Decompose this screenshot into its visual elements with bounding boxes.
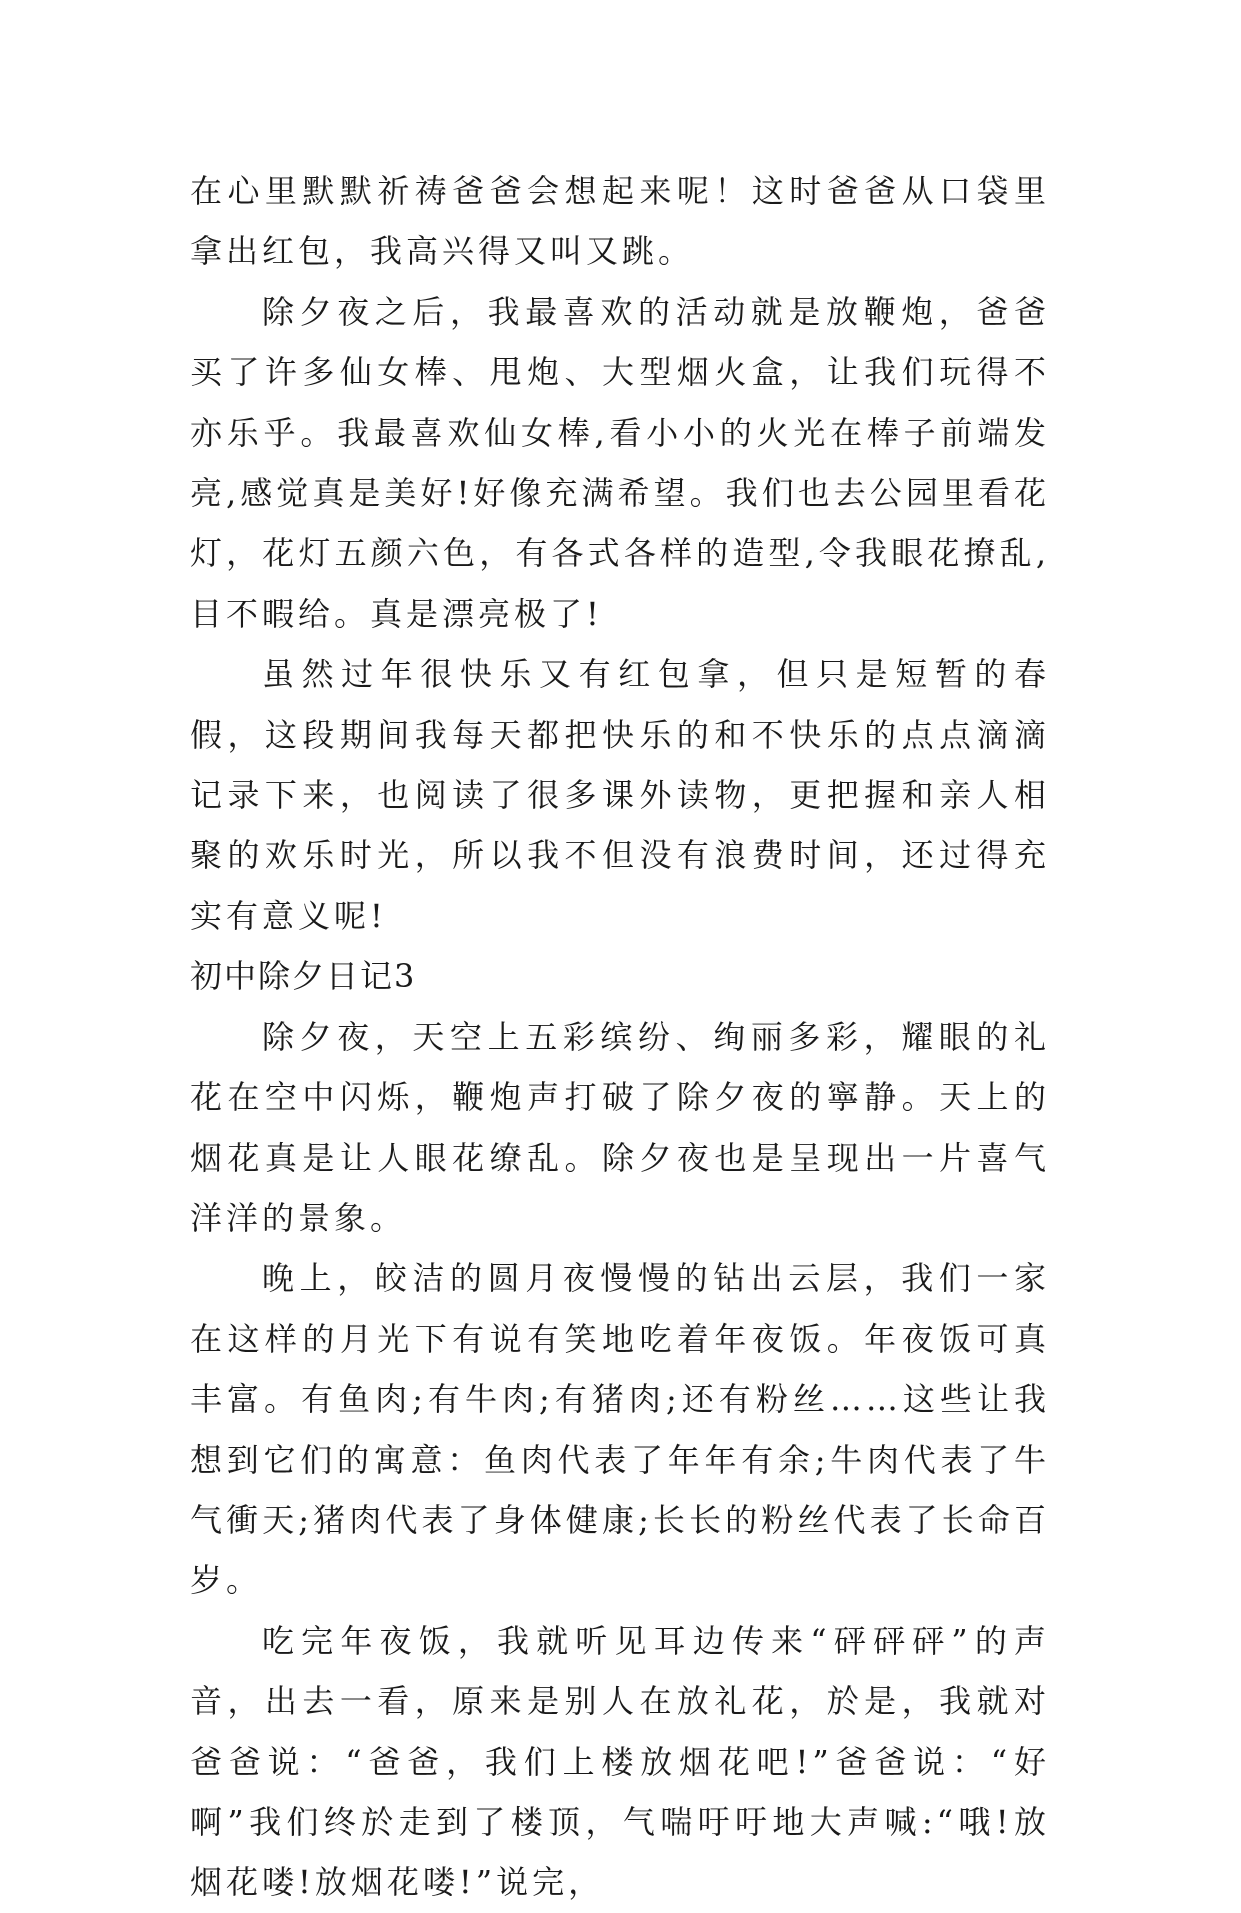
section-heading: 初中除夕日记3 [190,957,417,996]
paragraph-4: 除夕夜，天空上五彩缤纷、绚丽多彩，耀眼的礼花在空中闪烁，鞭炮声打破了除夕夜的寧静。天上的烟花真是让人眼花缭乱。除夕夜也是呈现出一片喜气洋洋的景象。 [190,1017,1050,1237]
paragraph-5: 晚上，皎洁的圆月夜慢慢的钻出云层，我们一家在这样的月光下有说有笑地吃着年夜饭。年夜饭可真丰富。有鱼肉;有牛肉;有猪肉;还有粉丝……这些让我想到它们的寓意：鱼肉代表了年年有余;牛肉代表了牛气衝天;猪肉代表了身体健康;长长的粉丝代表了长命百岁。 [190,1259,1050,1600]
paragraph-6: 吃完年夜饭，我就听见耳边传来“砰砰砰”的声音，出去一看，原来是别人在放礼花，於是，我就对爸爸说：“爸爸，我们上楼放烟花吧!”爸爸说：“好啊”我们终於走到了楼顶，气喘吁吁地大声喊:“哦!放烟花喽!放烟花喽!”说完， [190,1621,1050,1902]
document-body [190,161,1050,1913]
paragraph-2: 除夕夜之后，我最喜欢的活动就是放鞭炮，爸爸买了许多仙女棒、甩炮、大型烟火盒，让我们玩得不亦乐乎。我最喜欢仙女棒,看小小的火光在棒子前端发亮,感觉真是美好!好像充满希望。我们也去公园里看花灯，花灯五颜六色，有各式各样的造型,令我眼花撩乱,目不暇给。真是漂亮极了! [190,292,1050,633]
paragraph-1: 在心里默默祈祷爸爸会想起来呢！这时爸爸从口袋里拿出红包，我高兴得又叫又跳。 [190,172,1050,271]
paragraph-3: 虽然过年很快乐又有红包拿，但只是短暂的春假，这段期间我每天都把快乐的和不快乐的点点滴滴记录下来，也阅读了很多课外读物，更把握和亲人相聚的欢乐时光，所以我不但没有浪费时间，还过得充实有意义呢! [190,655,1050,935]
